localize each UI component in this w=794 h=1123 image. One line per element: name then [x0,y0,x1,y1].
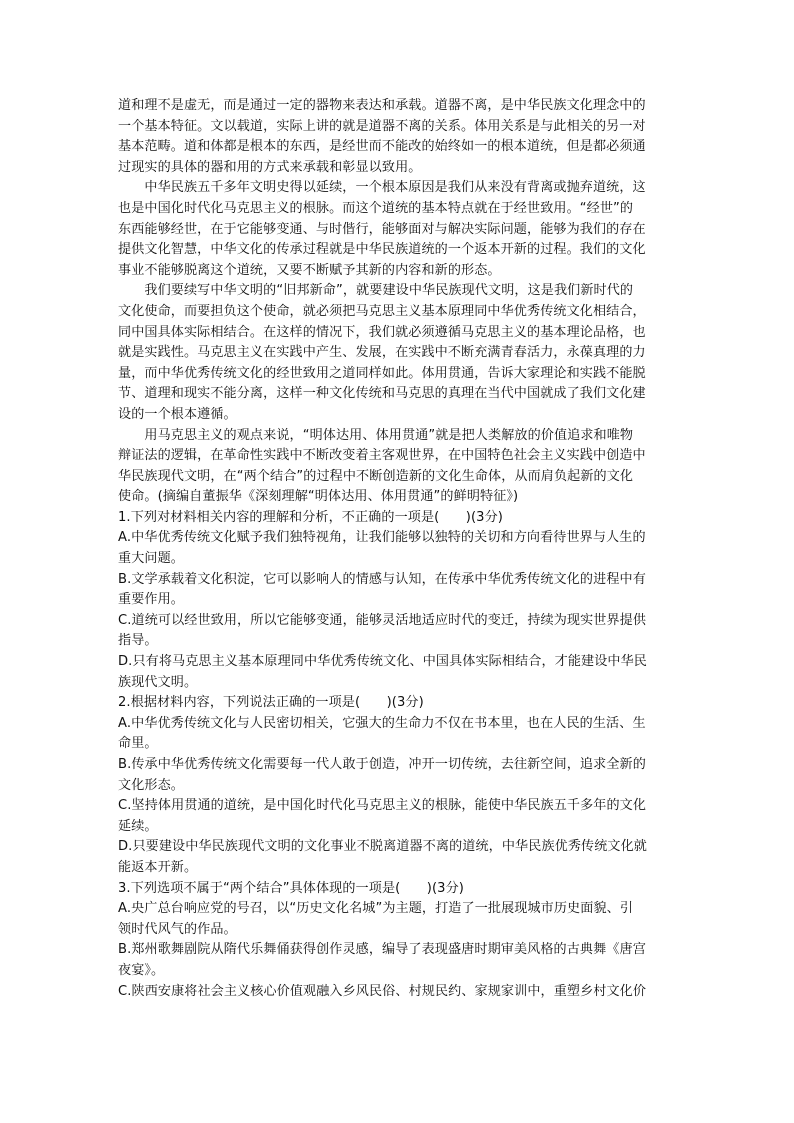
question-2-option-b-cont: 文化形态。 [118,777,184,793]
text-line: 同中国具体实际相结合。在这样的情况下，我们就必须遵循马克思主义的基本理论品格，也 [118,324,646,340]
text-line: 东西能够经世，在于它能够变通、与时偕行，能够面对与解决实际问题，能够为我们的存在 [118,221,646,237]
text-line: 一个基本特征。文以载道，实际上讲的就是道器不离的关系。体用关系是与此相关的另一对 [118,118,646,134]
text-line: 文化使命，而要担负这个使命，就必须把马克思主义基本原理同中华优秀传统文化相结合， [118,303,646,319]
question-1-stem: 1.下列对材料相关内容的理解和分析，不正确的一项是( )(3分) [118,509,503,525]
text-line: 设的一个根本遵循。 [118,406,237,422]
question-3-option-a-cont: 领时代风气的作品。 [118,921,237,937]
text-line: 华民族现代文明，在“两个结合”的过程中不断创造新的文化生命体，从而肩负起新的文化 [118,468,634,484]
text-line: 辩证法的逻辑，在革命性实践中不断改变着主客观世界，在中国特色社会主义实践中创造中 [118,448,646,464]
question-1-option-b: B.文学承载着文化积淀，它可以影响人的情感与认知，在传承中华优秀传统文化的进程中有 [118,571,646,587]
question-3-option-b-cont: 夜宴》。 [118,962,165,978]
question-2-option-a-cont: 命里。 [118,736,158,752]
question-1-option-b-cont: 重要作用。 [118,592,184,608]
text-line: 事业不能够脱离这个道统，又要不断赋予其新的内容和新的形态。 [118,262,501,278]
question-1-option-c: C.道统可以经世致用，所以它能够变通，能够灵活地适应时代的变迁，持续为现实世界提供 [118,612,647,628]
text-line: 过现实的具体的器和用的方式来承载和彰显以致用。 [118,159,422,175]
question-2-option-c: C.坚持体用贯通的道统，是中国化时代化马克思主义的根脉，能使中华民族五千多年的文化 [118,798,647,814]
text-line: 提供文化智慧，中华文化的传承过程就是中华民族道统的一个返本开新的过程。我们的文化 [118,242,646,258]
question-3-option-c: C.陕西安康将社会主义核心价值观融入乡风民俗、村规民约、家规家训中，重塑乡村文化价 [118,983,647,999]
question-1-option-a-cont: 重大问题。 [118,551,184,567]
question-2-option-a: A.中华优秀传统文化与人民密切相关，它强大的生命力不仅在书本里，也在人民的生活、生 [118,715,646,731]
question-1-option-c-cont: 指导。 [118,633,158,649]
text-line: 我们要续写中华文明的“旧邦新命”，就要建设中华民族现代文明，这是我们新时代的 [118,283,634,299]
question-1-option-a: A.中华优秀传统文化赋予我们独特视角，让我们能够以独特的关切和方向看待世界与人生的 [118,530,646,546]
document-page [118,96,680,1002]
question-3-option-b: B.郑州歌舞剧院从隋代乐舞俑获得创作灵感，编导了表现盛唐时期审美风格的古典舞《唐宫 [118,942,646,958]
text-line: 也是中国化时代化马克思主义的根脉。而这个道统的基本特点就在于经世致用。“经世”的 [118,200,634,216]
text-line: 中华民族五千多年文明史得以延续，一个根本原因是我们从来没有背离或抛弃道统，这 [118,180,646,196]
question-3-stem: 3.下列选项不属于“两个结合”具体体现的一项是( )(3分) [118,880,464,896]
text-line: 量，而中华优秀传统文化的经世致用之道同样如此。体用贯通，告诉大家理论和实践不能脱 [118,365,646,381]
question-1-option-d-cont: 族现代文明。 [118,674,198,690]
text-line: 基本范畴。道和体都是根本的东西，是经世而不能改的始终如一的根本道统，但是都必须通 [118,139,646,155]
question-1-option-d: D.只有将马克思主义基本原理同中华优秀传统文化、中国具体实际相结合，才能建设中华民 [118,654,647,670]
text-line: 用马克思主义的观点来说，“明体达用、体用贯通”就是把人类解放的价值追求和唯物 [118,427,634,443]
question-2-option-d: D.只要建设中华民族现代文明的文化事业不脱离道器不离的道统，中华民族优秀传统文化就 [118,839,647,855]
question-2-stem: 2.根据材料内容，下列说法正确的一项是( )(3分) [118,695,424,711]
question-2-option-c-cont: 延续。 [118,818,158,834]
question-2-option-b: B.传承中华优秀传统文化需要每一代人敢于创造，冲开一切传统，去往新空间，追求全新的 [118,757,646,772]
text-line: 就是实践性。马克思主义在实践中产生、发展，在实践中不断充满青春活力，永葆真理的力 [118,345,646,361]
question-2-option-d-cont: 能返本开新。 [118,859,198,875]
question-3-option-a: A.央广总台响应党的号召，以“历史文化名城”为主题，打造了一批展现城市历史面貌、引 [118,901,634,917]
text-line: 道和理不是虚无，而是通过一定的器物来表达和承载。道器不离，是中华民族文化理念中的 [118,98,646,113]
text-line: 节、道理和现实不能分离，这样一种文化传统和马克思的真理在当代中国就成了我们文化建 [118,386,646,402]
source-citation: 使命。(摘编自董振华《深刻理解“明体达用、体用贯通”的鲜明特征》) [118,489,519,505]
